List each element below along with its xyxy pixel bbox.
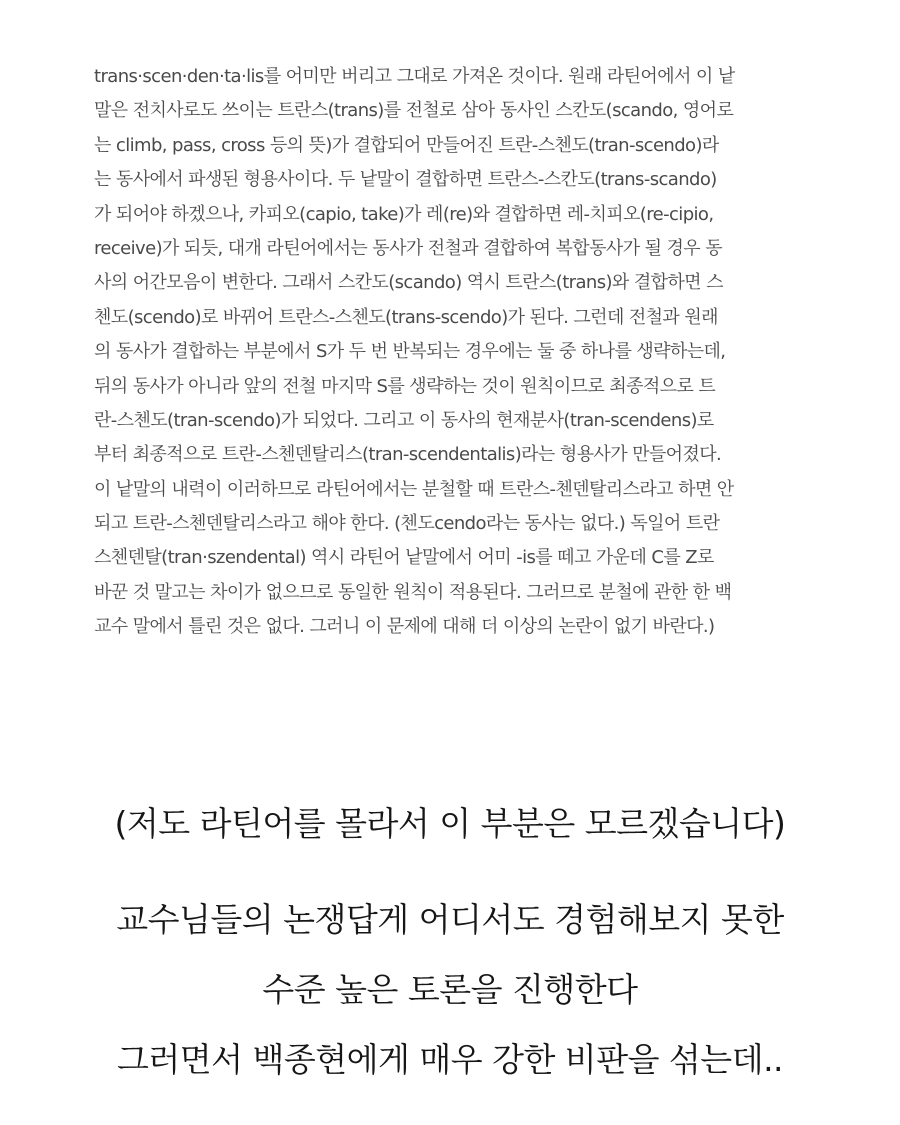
quote-line: 부터 최종적으로 트란-스첸덴탈리스(tran-scendentalis)라는 형용사가 만들어졌다. (94, 444, 722, 466)
quote-line: 의 동사가 결합하는 부분에서 S가 두 번 반복되는 경우에는 둘 중 하나를 생략하는데, (94, 341, 726, 363)
caption-main (0, 900, 900, 1110)
quote-line: 스첸덴탈(tran·szendental) 역시 라틴어 낱말에서 어미 -is를 떼고 가운데 C를 Z로 (94, 547, 714, 569)
quote-line: 첸도(scendo)로 바뀌어 트란스-스첸도(trans-scendo)가 된다. 그런데 전철과 원래 (94, 306, 718, 328)
quote-line: 가 되어야 하겠으나, 카피오(capio, take)가 레(re)와 결합하면 레-치피오(re-cipio, (94, 203, 714, 225)
quote-line: 사의 어간모음이 변한다. 그래서 스칸도(scando) 역시 트란스(trans)와 결합하면 스 (94, 272, 723, 294)
caption-line: 교수님들의 논쟁답게 어디서도 경험해보지 못한 (116, 900, 784, 939)
quote-line: 는 동사에서 파생된 형용사이다. 두 낱말이 결합하면 트란스-스칸도(trans-scando) (94, 169, 717, 191)
quote-line: 바꾼 것 말고는 차이가 없으므로 동일한 원칙이 적용된다. 그러므로 분철에 관한 한 백 (94, 581, 732, 603)
quote-line: receive)가 되듯, 대개 라틴어에서는 동사가 전철과 결합하여 복합동사가 될 경우 동 (94, 237, 722, 259)
quoted-passage (94, 60, 824, 645)
caption-note (0, 804, 900, 844)
quote-line: 란-스첸도(tran-scendo)가 되었다. 그리고 이 동사의 현재분사(tran-scendens)로 (94, 409, 714, 431)
quote-line: 이 낱말의 내력이 이러하므로 라틴어에서는 분철할 때 트란스-첸덴탈리스라고 하면 안 (94, 478, 734, 500)
quote-line: 말은 전치사로도 쓰이는 트란스(trans)를 전철로 삼아 동사인 스칸도(scando, 영어로 (94, 100, 734, 122)
quote-line: 교수 말에서 틀린 것은 없다. 그러니 이 문제에 대해 더 이상의 논란이 없기 바란다.) (94, 616, 715, 638)
quote-line: 는 climb, pass, cross 등의 뜻)가 결합되어 만들어진 트란-스첸도(tran-scendo)라 (94, 134, 719, 156)
caption-line: 그러면서 백종현에게 매우 강한 비판을 섞는데.. (116, 1040, 784, 1079)
quote-line: trans·scen·den·ta·lis를 어미만 버리고 그대로 가져온 것이다. 원래 라틴어에서 이 낱 (94, 66, 735, 87)
quote-line: 되고 트란-스첸덴탈리스라고 해야 한다. (첸도cendo라는 동사는 없다.) 독일어 트란 (94, 513, 720, 535)
caption-note-text: (저도 라틴어를 몰라서 이 부분은 모르겠습니다) (114, 804, 786, 843)
quote-line: 뒤의 동사가 아니라 앞의 전철 마지막 S를 생략하는 것이 원칙이므로 최종적으로 트 (94, 375, 716, 397)
caption-line: 수준 높은 토론을 진행한다 (262, 970, 638, 1009)
